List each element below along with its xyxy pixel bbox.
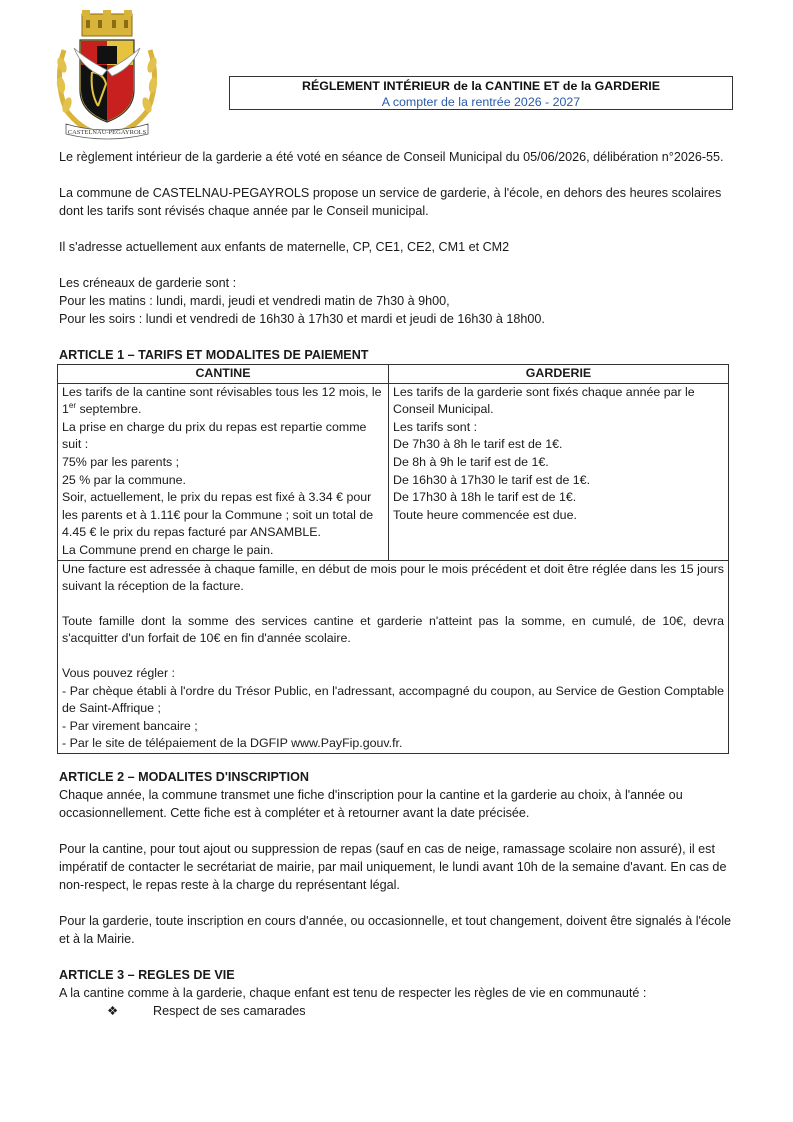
tarifs-table [57, 364, 729, 754]
article-3-title: ARTICLE 3 – REGLES DE VIE [59, 967, 235, 982]
crest-caption: CASTELNAU-PEGAYROLS [67, 129, 147, 136]
garderie-line: Les tarifs sont : [393, 419, 478, 434]
cantine-line: Soir, actuellement, le prix du repas est fixé à 3.34 € pour les parents et à 1.11€ pour la Commune ; soit un total de 4.45 € le prix du repas facturé par ANSAMBLE. [62, 490, 374, 540]
article-2-paragraph-3: Pour la garderie, toute inscription en cours d'année, ou occasionnelle, et tout changement, doivent être signalés à l'école et à la Mairie. [59, 913, 732, 946]
regler-line: - Par virement bancaire ; [62, 718, 198, 733]
list-item [59, 1002, 735, 1020]
document-subtitle: A compter de la rentrée 2026 - 2027 [381, 95, 581, 109]
document-body [59, 148, 735, 1020]
facture-text: Une facture est adressée à chaque famille, en début de mois pour le mois précédent et doit être réglée dans les 15 jours suivant la réception de la facture. [62, 561, 724, 594]
garderie-line: Les tarifs de la garderie sont fixés chaque année par le Conseil Municipal. [393, 384, 695, 417]
cantine-line: 25 % par la commune. [62, 472, 186, 487]
document-title: RÉGLEMENT INTÉRIEUR de la CANTINE ET de la GARDERIE [302, 79, 660, 93]
regler-line: - Par chèque établi à l'ordre du Trésor Public, en l'adressant, accompagné du coupon, au Service de Gestion Comptable de Saint-Affrique ; [62, 683, 724, 716]
cantine-line-1: Les tarifs de la cantine sont révisables tous les 12 mois, le 1er septembre. [62, 384, 382, 417]
paiement-cell [58, 560, 729, 753]
garderie-line: De 17h30 à 18h le tarif est de 1€. [393, 490, 577, 505]
article-1-title: ARTICLE 1 – TARIFS ET MODALITES DE PAIEMENT [59, 348, 369, 362]
garderie-line: De 16h30 à 17h30 le tarif est de 1€. [393, 472, 591, 487]
cantine-line: La prise en charge du prix du repas est repartie comme suit : [62, 419, 367, 452]
town-crest-logo [52, 10, 162, 142]
article-2-title: ARTICLE 2 – MODALITES D'INSCRIPTION [59, 769, 309, 784]
garderie-line: Toute heure commencée est due. [393, 507, 577, 522]
cantine-cell [58, 383, 389, 560]
forfait-text: Toute famille dont la somme des services cantine et garderie n'atteint pas la somme, en cumulé, de 10€, devra s'acquitter d'un forfait de 10€ en fin d'année scolaire. [62, 613, 724, 646]
regler-intro: Vous pouvez régler : [62, 665, 175, 680]
col-header-garderie: GARDERIE [389, 365, 729, 384]
cantine-line: La Commune prend en charge le pain. [62, 542, 274, 557]
intro-paragraph-3: Il s'adresse actuellement aux enfants de maternelle, CP, CE1, CE2, CM1 et CM2 [59, 240, 510, 254]
title-box [229, 76, 733, 110]
garderie-cell [389, 383, 729, 560]
intro-paragraph-1: Le règlement intérieur de la garderie a été voté en séance de Conseil Municipal du 05/06/2026, délibération n°2026-55. [59, 150, 724, 164]
article-2-paragraph-2: Pour la cantine, pour tout ajout ou suppression de repas (sauf en cas de neige, ramassage scolaire non assuré), il est impératif de contacter le secrétariat de mairie, par mail uniquement, le lundi avant 10h de la semaine d'avant. En cas de non-respect, le repas reste à la charge du représentant légal. [59, 841, 727, 892]
intro-paragraph-2: La commune de CASTELNAU-PEGAYROLS propose un service de garderie, à l'école, en dehors des heures scolaires dont les tarifs sont révisés chaque année par le Conseil municipal. [59, 186, 722, 218]
regler-line: - Par le site de télépaiement de la DGFIP www.PayFip.gouv.fr. [62, 736, 403, 751]
bullet-text: Respect de ses camarades [153, 1003, 306, 1018]
bullet-diamond-icon: ❖ [107, 1003, 119, 1018]
garderie-line: De 7h30 à 8h le tarif est de 1€. [393, 437, 563, 452]
creneaux-soirs: Pour les soirs : lundi et vendredi de 16h30 à 17h30 et mardi et jeudi de 16h30 à 18h00. [59, 312, 545, 326]
cantine-line: 75% par les parents ; [62, 454, 180, 469]
article-2-paragraph-1: Chaque année, la commune transmet une fiche d'inscription pour la cantine et la garderie au choix, à l'année ou occasionnellement. Cette fiche est à compléter et à retourner avant la date précisée. [59, 787, 683, 820]
creneaux-matins: Pour les matins : lundi, mardi, jeudi et vendredi matin de 7h30 à 9h00, [59, 294, 450, 308]
col-header-cantine: CANTINE [58, 365, 389, 384]
creneaux-intro: Les créneaux de garderie sont : [59, 276, 237, 290]
article-3-paragraph-1: A la cantine comme à la garderie, chaque enfant est tenu de respecter les règles de vie en communauté : [59, 985, 647, 1000]
garderie-line: De 8h à 9h le tarif est de 1€. [393, 454, 549, 469]
